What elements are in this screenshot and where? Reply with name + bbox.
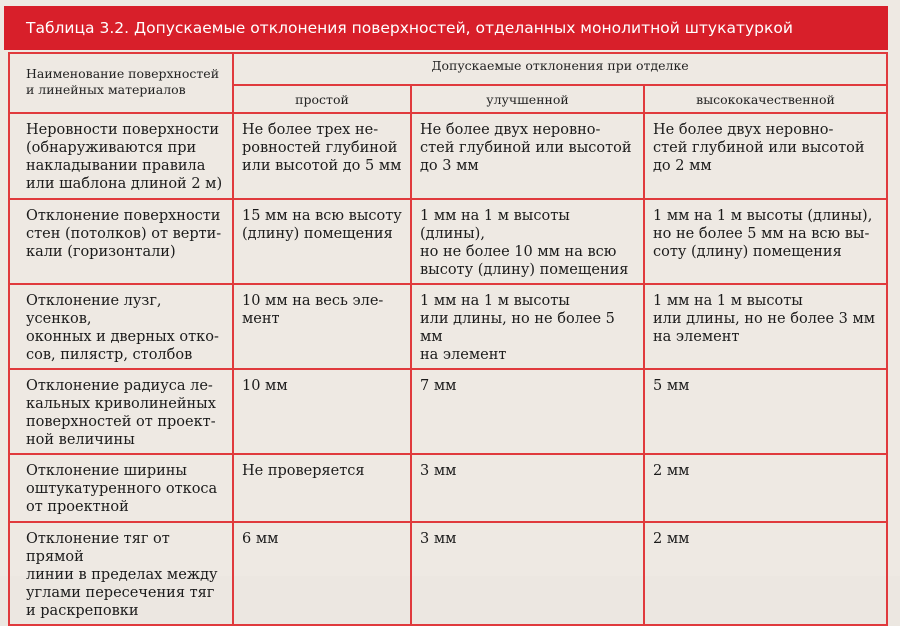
table-row (9, 369, 887, 454)
header-simple: простой (233, 85, 411, 113)
row-name: Отклонение поверхности стен (потолков) от верти- кали (горизонтали) (9, 199, 233, 284)
row-improved: 3 мм (411, 454, 644, 522)
header-improved: улучшенной (411, 85, 644, 113)
table-title: Таблица 3.2. Допускаемые отклонения поверхностей, отделанных монолитной штукатуркой (4, 6, 888, 50)
row-high: 1 мм на 1 м высоты или длины, но не более 3 мм на элемент (644, 284, 887, 369)
row-improved: 1 мм на 1 м высоты (длины), но не более 10 мм на всю высоту (длину) помещения (411, 199, 644, 284)
table-row (9, 199, 887, 284)
row-name: Неровности поверхности (обнаруживаются при накладывании правила или шаблона длиной 2 м) (9, 113, 233, 199)
row-improved: 3 мм (411, 522, 644, 625)
row-name: Отклонение ширины оштукатуренного откоса от проектной (9, 454, 233, 522)
row-simple: 10 мм на весь эле- мент (233, 284, 411, 369)
row-simple: 15 мм на всю высоту (длину) помещения (233, 199, 411, 284)
row-simple: 6 мм (233, 522, 411, 625)
header-group: Допускаемые отклонения при отделке (233, 53, 887, 85)
row-improved: 1 мм на 1 м высоты или длины, но не более 5 мм на элемент (411, 284, 644, 369)
row-improved: 7 мм (411, 369, 644, 454)
table-row (9, 522, 887, 625)
row-high: 2 мм (644, 522, 887, 625)
row-name: Отклонение лузг, усенков, оконных и дверных отко- сов, пилястр, столбов (9, 284, 233, 369)
row-name: Отклонение тяг от прямой линии в пределах между углами пересечения тяг и раскреповки (9, 522, 233, 625)
table-row (9, 113, 887, 199)
row-simple: 10 мм (233, 369, 411, 454)
row-name: Отклонение радиуса ле- кальных криволинейных поверхностей от проект- ной величины (9, 369, 233, 454)
row-simple: Не более трех не- ровностей глубиной или высотой до 5 мм (233, 113, 411, 199)
row-high: Не более двух неровно- стей глубиной или высотой до 2 мм (644, 113, 887, 199)
header-name-column: Наименование поверхностей и линейных материалов (9, 53, 233, 113)
row-high: 1 мм на 1 м высоты (длины), но не более 5 мм на всю вы- соту (длину) помещения (644, 199, 887, 284)
header-high-quality: высококачественной (644, 85, 887, 113)
row-high: 2 мм (644, 454, 887, 522)
row-simple: Не проверяется (233, 454, 411, 522)
row-high: 5 мм (644, 369, 887, 454)
table-row (9, 454, 887, 522)
deviations-table (8, 52, 888, 626)
row-improved: Не более двух неровно- стей глубиной или высотой до 3 мм (411, 113, 644, 199)
header-row (9, 53, 887, 85)
table-row (9, 284, 887, 369)
